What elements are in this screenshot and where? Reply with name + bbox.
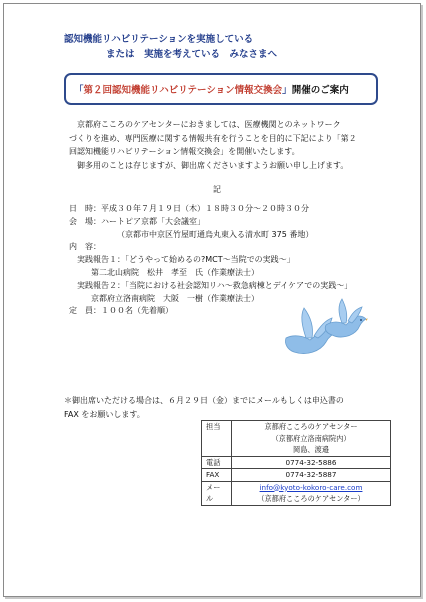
mail-cell (232, 481, 391, 505)
report-1: 実践報告１：「どうやって始めるの?MCT～当院での実践～」 (77, 255, 295, 265)
mail-label: メール (202, 481, 232, 505)
event-title (64, 73, 378, 105)
address: （京都市中京区竹屋町通烏丸東入る清水町 375 番地） (117, 229, 314, 239)
contact-row-fax (202, 469, 391, 482)
notice-line-2: FAX をお願いします。 (64, 410, 145, 419)
email-link[interactable]: info@kyoto-kokoro-care.com (259, 482, 363, 492)
ki-heading: 記 (213, 185, 221, 194)
notice-line-1: ＊御出席いただける場合は、６月２９日（金）までにメールもしくは申込書の (64, 396, 344, 405)
bird-icon (322, 297, 368, 343)
audience-header (64, 32, 277, 62)
tel-label: 電話 (202, 456, 232, 469)
fax-label: FAX (202, 469, 232, 482)
rep-names: 岡島、渡邉 (293, 445, 329, 454)
contact-table (201, 420, 391, 506)
document-page (3, 3, 421, 597)
rsvp-notice (64, 394, 344, 422)
intro-line-2: づくりを進め、専門医療に関する情報共有を行うことを目的に下記により「第２ (69, 133, 357, 143)
venue: 会 場：ハートピア京都「大会議室」 (69, 216, 205, 226)
presenter-2: 京都府立洛南病院 大阪 一樹（作業療法士） (91, 293, 259, 303)
rep-sub: （京都府立洛南病院内） (271, 433, 351, 443)
title-close-quote: 」 (282, 85, 292, 96)
header-line-1: 認知機能リハビリテーションを実施している (64, 34, 254, 45)
intro-line-3: 回認知機能リハビリテーション情報交換会」を開催いたします。 (69, 147, 300, 156)
contact-row-tel (202, 456, 391, 469)
title-open-quote: 「 (74, 85, 84, 96)
report-2: 実践報告２：「当院における社会認知リハ～救急病棟とデイケアでの実践～」 (77, 280, 353, 290)
contact-row-rep (202, 421, 391, 457)
rep-org: 京都府こころのケアセンター (264, 422, 358, 431)
intro-line-4: 御多用のことは存じますが、御出席くださいますようお願い申し上げます。 (77, 160, 349, 170)
fax-value: 0774-32-5887 (232, 469, 391, 482)
rep-label: 担当 (202, 421, 232, 457)
presenter-1: 第二北山病院 松井 孝至 氏（作業療法士） (91, 267, 259, 277)
intro-paragraph (69, 118, 369, 172)
tel-value: 0774-32-5886 (232, 456, 391, 469)
rep-cell (232, 421, 391, 457)
content-label: 内 容： (69, 242, 101, 252)
datetime: 日 時：平成３０年７月１９日（木）１８時３０分～２０時３０分 (69, 204, 309, 213)
title-suffix: 開催のご案内 (291, 85, 349, 96)
capacity: 定 員：１００名（先着順） (69, 306, 173, 316)
intro-line-1: 京都府こころのケアセンターにおきましては、医療機関とのネットワーク (77, 120, 341, 129)
title-main: 第２回認知機能リハビリテーション情報交換会 (83, 85, 283, 96)
contact-row-mail (202, 481, 391, 505)
mail-org: （京都府こころのケアセンター） (257, 494, 365, 503)
header-line-2: または 実施を考えている みなさまへ (106, 49, 278, 60)
event-details (69, 203, 352, 318)
